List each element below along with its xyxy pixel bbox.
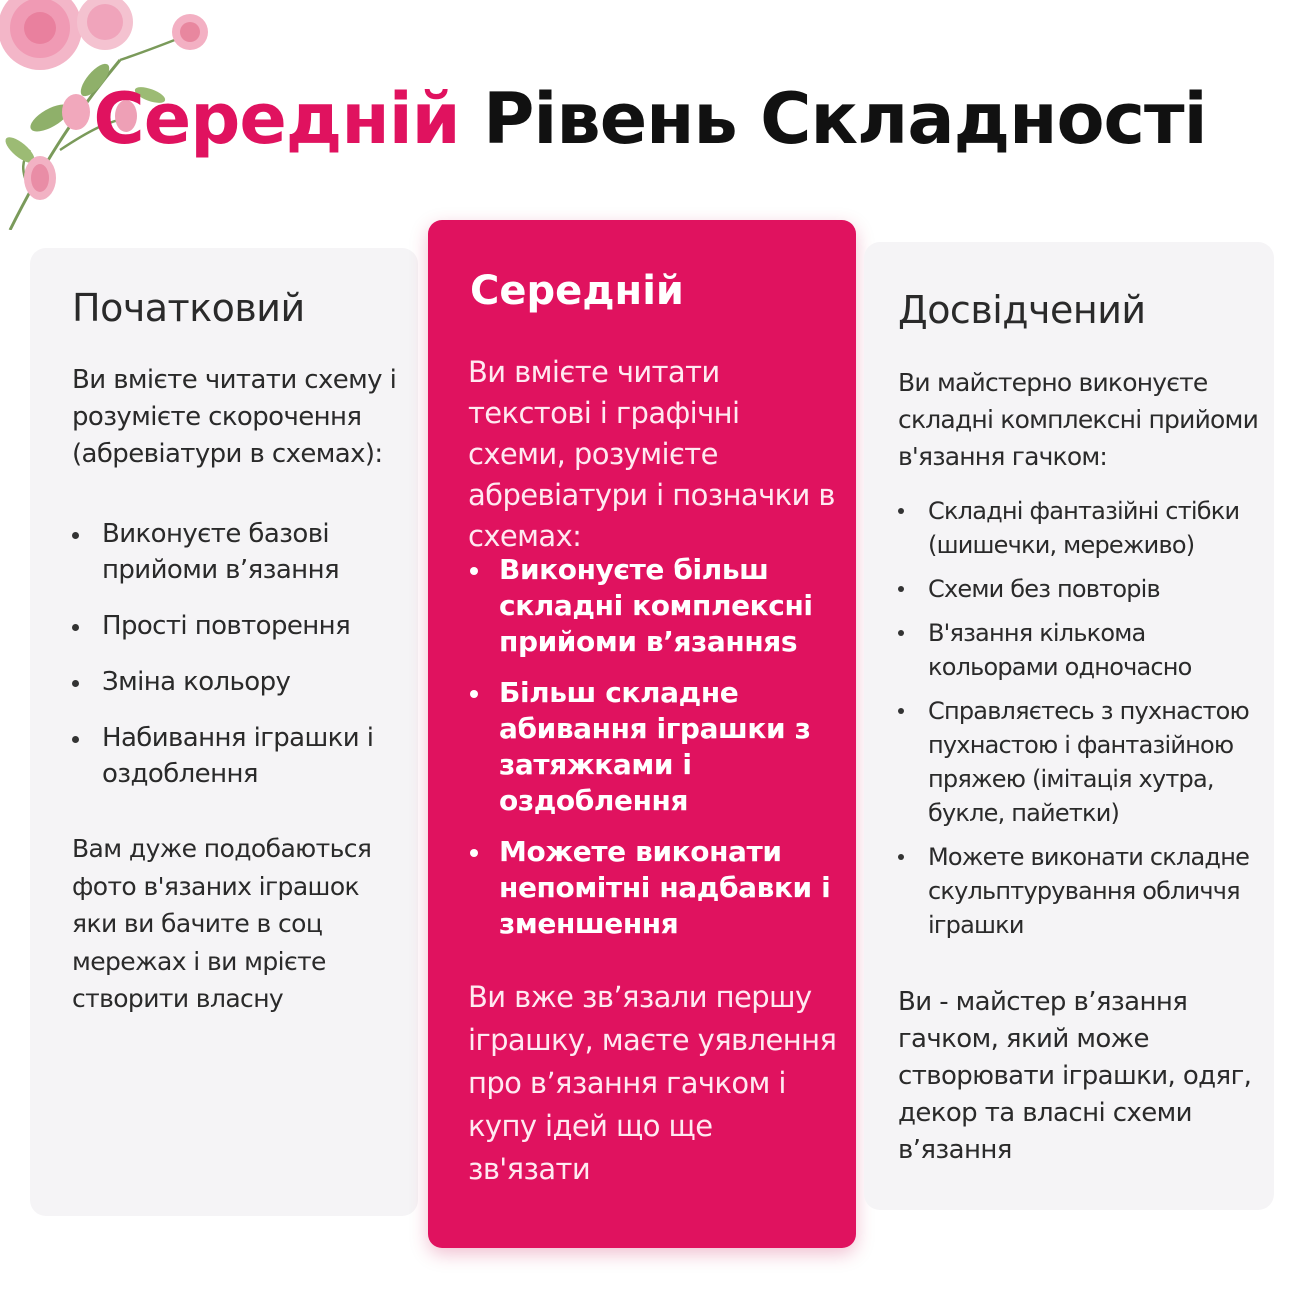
level-card-beginner xyxy=(30,248,418,1216)
list-item: В'язання кількома кольорами одночасно xyxy=(898,616,1268,684)
list-item: Виконуєте більш складні комплексні прийоми в’язанняs xyxy=(468,552,838,660)
level-outro: Ви - майстер в’язання гачком, який може створювати іграшки, одяг, декор та власні схеми в’язання xyxy=(898,987,1252,1165)
list-item: Можете виконати непомітні надбавки і зменшення xyxy=(468,834,838,942)
list-item: Виконуєте базові прийоми в’язання xyxy=(72,516,402,588)
list-item: Складні фантазійні стібки (шишечки, мереживо) xyxy=(898,494,1268,562)
level-bullets xyxy=(898,494,1268,952)
level-outro: Ви вже зв’язали першу іграшку, маєте уявлення про в’язання гачком і купу ідей що ще зв'язати xyxy=(468,980,837,1186)
list-item: Більш складне абивання іграшки з затяжками і оздоблення xyxy=(468,675,838,819)
level-intro: Ви вмієте читати текстові і графічні схеми, розумієте абревіатури і позначки в схемах: xyxy=(468,355,835,553)
level-card-intermediate xyxy=(428,220,856,1248)
level-intro: Ви майстерно виконуєте складні комплексні прийоми в'язання гачком: xyxy=(898,368,1259,471)
list-item: Прості повторення xyxy=(72,608,402,644)
list-item: Можете виконати складне скульптурування обличчя іграшки xyxy=(898,840,1268,942)
level-title: Середній xyxy=(470,268,684,314)
list-item: Набивання іграшки і оздоблення xyxy=(72,720,402,792)
title-accent: Середній xyxy=(93,78,460,160)
level-bullets xyxy=(72,516,402,812)
level-outro: Вам дуже подобаються фото в'язаних іграшок яки ви бачите в соц мережах і ви мрієте створити власну xyxy=(72,834,372,1013)
title-rest: Рівень Складності xyxy=(483,78,1207,160)
page-title xyxy=(0,78,1300,160)
level-title: Досвідчений xyxy=(898,288,1146,332)
level-title: Початковий xyxy=(72,286,305,330)
level-bullets xyxy=(468,552,838,957)
list-item: Зміна кольору xyxy=(72,664,402,700)
list-item: Справляєтесь з пухнастою пухнастою і фантазійною пряжею (імітація хутра, букле, пайетки) xyxy=(898,694,1268,830)
level-intro: Ви вмієте читати схему і розумієте скорочення (абревіатури в схемах): xyxy=(72,365,397,469)
level-card-advanced xyxy=(864,242,1274,1210)
list-item: Схеми без повторів xyxy=(898,572,1268,606)
